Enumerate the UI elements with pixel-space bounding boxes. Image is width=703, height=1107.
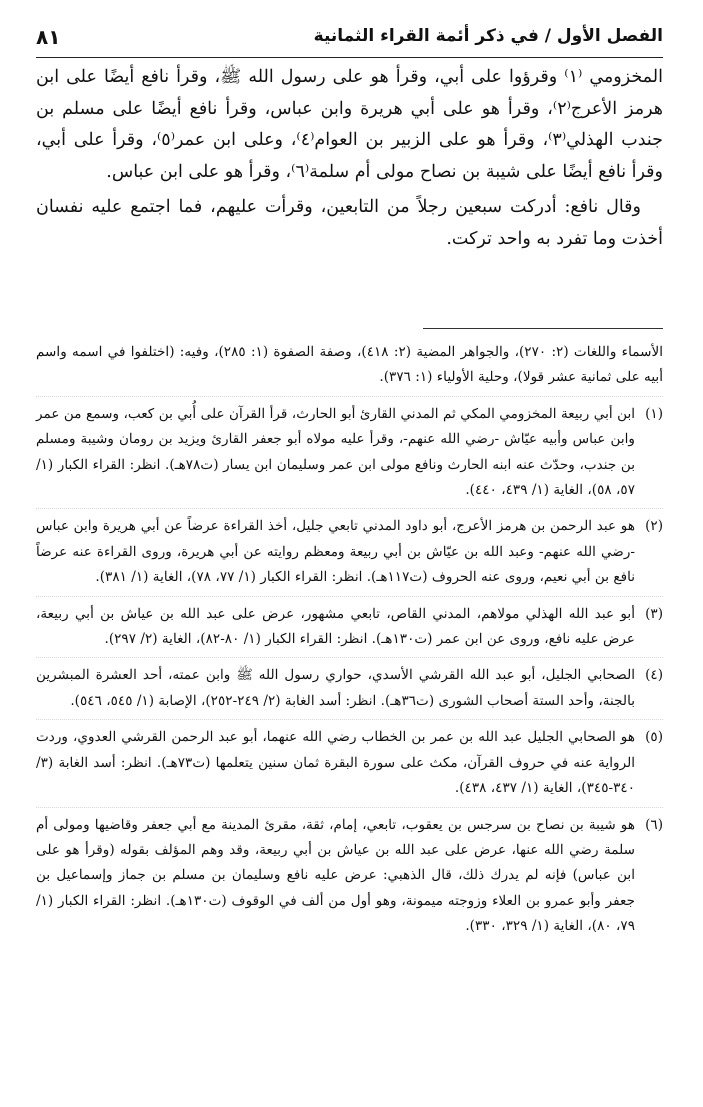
footnote-item: [36, 602, 663, 659]
footnote-number: (٥): [645, 729, 663, 746]
main-paragraph: وقال نافع: أدركت سبعين رجلاً من التابعين، وقرأت عليهم، فما اجتمع عليه نفسان أخذت وما تفرد به واحد تركت.: [36, 197, 663, 249]
running-title: الفصل الأول / في ذكر أئمة القراء الثمانية: [313, 26, 663, 46]
footnote-text: ابن أبي ربيعة المخزومي المكي ثم المدني القارئ أبو الحارث، قرأ القرآن على أُبي بن كعب، وسمع من عمر وابن عباس وأبيه عيّاش -رضي الله عنهم-، وقرأ عليه مولاه أبو جعفر القارئ ويزيد بن رومان وشيبة ومسلم بن جندب، وحدّث عنه ابنه الحارث ونافع مولى ابن عمر وسليمان ابن يسار (ت٧٨هـ). انظر: القراء الكبار (١/ ٥٧، ٥٨)، الغاية (١/ ٤٣٩، ٤٤٠).: [36, 405, 635, 499]
footnote-number: (٦): [645, 816, 663, 833]
footnote-number: (١): [645, 405, 663, 422]
footnote-number: (٤): [645, 667, 663, 684]
footnote-item: [36, 514, 663, 596]
footnote-item: [36, 663, 663, 720]
page-number: ٨١: [36, 25, 61, 49]
footnote-item: [36, 725, 663, 807]
footnote-item: [36, 402, 663, 510]
footnote-text: الصحابي الجليل، أبو عبد الله القرشي الأسدي، حواري رسول الله ﷺ وابن عمته، أحد العشرة المبشرين بالجنة، وأحد الستة أصحاب الشورى (ت٣٦هـ). انظر: أسد الغابة (٢/ ٢٤٩-٢٥٢)، الإصابة (١/ ٥٤٥، ٥٤٦).: [36, 667, 635, 709]
footnote-item: [36, 813, 663, 945]
footnote-number: (٢): [645, 518, 663, 535]
footnote-text: هو شيبة بن نصاح بن سرجس بن يعقوب، تابعي، إمام، ثقة، مقرئ المدينة مع أبي جعفر وقاضيها ومولى أم سلمة رضي الله عنها، عرض على عبد الله بن عياش بن أبي ربيعة، وقد وهم المؤلف بقوله (وقرأ هو على ابن عباس) فإنه لم يدرك ذلك، قال الذهبي: عرض عليه نافع وسليمان بن مسلم بن جماز وإسماعيل بن جعفر وأبو عمرو بن العلاء وزوجته ميمونة، وهو أول من ألف في الوقوف (ت١٣٠هـ). انظر: القراء الكبار (١/ ٧٩، ٨٠)، الغاية (١/ ٣٢٩، ٣٣٠).: [36, 816, 635, 935]
footnote-text: هو الصحابي الجليل عبد الله بن عمر بن الخطاب رضي الله عنهما، أبو عبد الرحمن القرشي العدوي، وردت الرواية عنه في حروف القرآن، مكث على سورة البقرة ثمان سنين يتعلمها (ت٧٣هـ). انظر: أسد الغابة (٣/ ٣٤٠-٣٤٥)، الغاية (١/ ٤٣٧، ٤٣٨).: [36, 729, 635, 797]
footnote-continuation: الأسماء واللغات (٢: ٢٧٠)، والجواهر المضية (٢: ٤١٨)، وصفة الصفوة (١: ٢٨٥)، وفيه: (اختلفوا في اسمه واسم أبيه على ثمانية عشر قولا)، وحلية الأولياء (١: ٣٧٦).: [36, 340, 663, 397]
footnote-text: هو عبد الرحمن بن هرمز الأعرج، أبو داود المدني تابعي جليل، أخذ القراءة عرضاً عن أبي هريرة وابن عباس -رضي الله عنهم- وعبد الله بن عيّاش بن أبي ربيعة ومعظم روايته عن أبي هريرة، وروى القراءة عنه عرضاً نافع بن أبي نعيم، وروى عنه الحروف (ت١١٧هـ). انظر: القراء الكبار (١/ ٧٧، ٧٨)، الغاية (١/ ٣٨١).: [36, 518, 635, 586]
main-paragraph: المخزومي ⁽١⁾ وقرؤوا على أبي، وقرأ هو على رسول الله ﷺ، وقرأ نافع أيضًا على ابن هرمز الأعرج⁽٢⁾، وقرأ هو على أبي هريرة وابن عباس، وقرأ نافع أيضًا على مسلم بن جندب الهذلي⁽٣⁾، وقرأ هو على الزبير بن العوام⁽٤⁾، وعلى ابن عمر⁽٥⁾، وقرأ على أبي، وقرأ نافع أيضًا على شيبة بن نصاح مولى أم سلمة⁽٦⁾، وقرأ هو على ابن عباس.: [36, 67, 663, 182]
page-header: [36, 26, 663, 56]
footnote-number: (٣): [645, 605, 663, 622]
footnote-text: أبو عبد الله الهذلي مولاهم، المدني القاص، تابعي مشهور، عرض على عبد الله بن عياش بن أبي ربيعة، عرض عليه نافع، وروى عن ابن عمر (ت١٣٠هـ). انظر: القراء الكبار (١/ ٨٠-٨٢)، الغاية (٢/ ٢٩٧).: [36, 605, 635, 648]
header-rule: [36, 57, 663, 58]
footnotes: [36, 340, 663, 945]
footnote-separator: [423, 328, 663, 329]
main-text: [36, 62, 663, 255]
